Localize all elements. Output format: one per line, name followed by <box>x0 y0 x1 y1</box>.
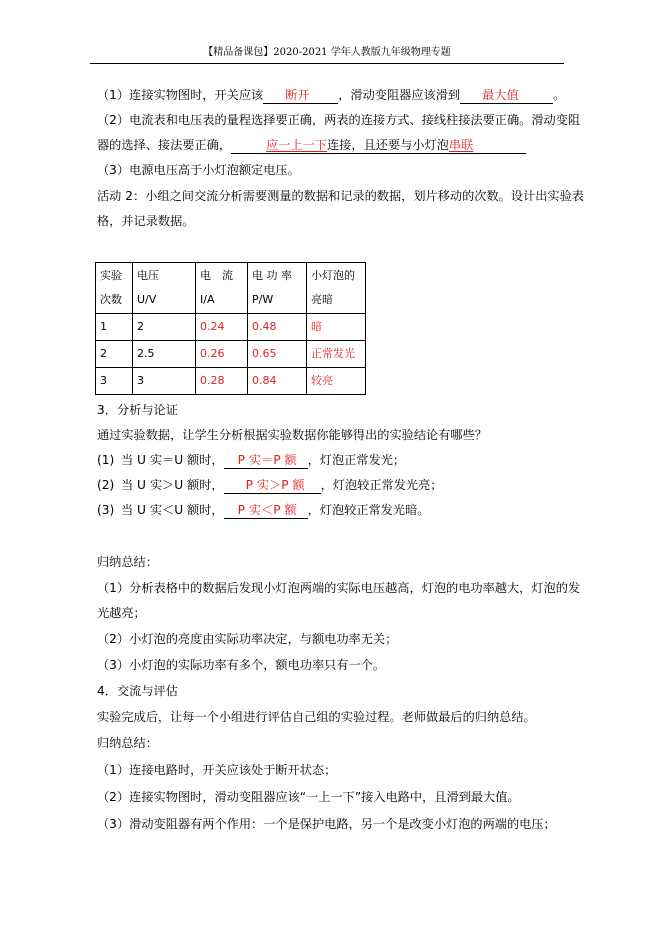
header-divider <box>90 63 564 64</box>
note-item-1-mid: ，滑动变阻器应该滑到 <box>338 88 461 102</box>
cell-brightness: 较亮 <box>307 368 366 395</box>
note-item-2-line1: （2）电流表和电压表的量程选择要正确，两表的连接方式、接线柱接法要正确。滑动变阻 <box>97 113 581 127</box>
page-header: 【精品备课包】2020-2021 学年人教版九年级物理专题 <box>203 47 451 58</box>
section4-intro: 实验完成后，让每一个小组进行评估自己组的实验过程。老师做最后的归纳总结。 <box>97 710 536 724</box>
note-item-1 <box>97 87 565 104</box>
conclusion-item <box>97 477 442 494</box>
table-header-row <box>96 263 366 314</box>
conclusion-answer: P 实＞P 额 <box>224 478 321 494</box>
header-cell: 电压 U/V <box>133 263 196 314</box>
summary1-line1a: （1）分析表格中的数据后发现小灯泡两端的实际电压越高，灯泡的电功率越大，灯泡的发 <box>97 581 581 595</box>
summary2-line1: （1）连接电路时，开关应该处于断开状态； <box>97 763 337 777</box>
cell-power: 0.48 <box>248 314 307 341</box>
data-table <box>95 262 366 395</box>
summary1-line1b: 光越亮； <box>97 606 146 620</box>
conclusion-item <box>97 502 429 519</box>
section3-intro: 通过实验数据，让学生分析根据实验数据你能够得出的实验结论有哪些？ <box>97 428 487 442</box>
conclusion-answer: P 实＜P 额 <box>224 503 308 519</box>
cell-voltage: 2.5 <box>133 341 196 368</box>
conclusion-result: ，灯泡较正常发光亮； <box>320 478 443 492</box>
table-row <box>96 368 366 395</box>
note-item-2-line2-prefix: 器的选择、接法要正确， <box>97 138 232 152</box>
conclusion-condition: 当 U 实＝U 额时， <box>121 453 224 467</box>
activity2-line1: 活动 2：小组之间交流分析需要测量的数据和记录的数据，划片移动的次数。设计出实验表 <box>97 189 584 203</box>
cell-power: 0.65 <box>248 341 307 368</box>
cell-brightness: 暗 <box>307 314 366 341</box>
summary2-line3: （3）滑动变阻器有两个作用：一个是保护电路，另一个是改变小灯泡的两端的电压； <box>97 817 556 831</box>
answer-blank-1: 断开 <box>263 88 338 104</box>
summary2-line2: （2）连接实物图时，滑动变阻器应该“一上一下”接入电路中，且滑到最大值。 <box>97 790 520 804</box>
cell-trial: 3 <box>96 368 133 395</box>
summary1-title: 归纳总结： <box>97 555 158 569</box>
cell-trial: 2 <box>96 341 133 368</box>
answer-series: 串联 <box>448 138 474 152</box>
answer-blank-2: 最大值 <box>460 88 553 104</box>
section4-title: 4．交流与评估 <box>97 684 178 698</box>
cell-current: 0.24 <box>196 314 248 341</box>
activity2-line2: 格，并记录数据。 <box>97 214 195 228</box>
cell-voltage: 3 <box>133 368 196 395</box>
cell-power: 0.84 <box>248 368 307 395</box>
summary2-title: 归纳总结： <box>97 736 158 750</box>
header-cell: 电 流 I/A <box>196 263 248 314</box>
note-item-1-suffix: 。 <box>553 88 566 102</box>
note-item-2-line2 <box>97 137 526 154</box>
conclusion-num: (1) <box>97 453 115 467</box>
conclusion-result: ，灯泡正常发光； <box>307 453 406 467</box>
conclusion-num: (2) <box>97 478 115 492</box>
summary1-line2: （2）小灯泡的亮度由实际功率决定，与额电功率无关； <box>97 632 398 646</box>
cell-current: 0.26 <box>196 341 248 368</box>
section3-title: 3．分析与论证 <box>97 403 178 417</box>
header-cell: 小灯泡的 亮暗 <box>307 263 366 314</box>
table-row <box>96 314 366 341</box>
cell-brightness: 正常发光 <box>307 341 366 368</box>
answer-connection: 应一上一下 <box>266 138 327 152</box>
header-cell: 电 功 率 P/W <box>248 263 307 314</box>
note-item-2-mid: 连接，且还要与小灯泡 <box>327 138 449 152</box>
cell-current: 0.28 <box>196 368 248 395</box>
answer-blank-3 <box>231 138 526 154</box>
header-cell: 实验 次数 <box>96 263 133 314</box>
conclusion-condition: 当 U 实＜U 额时， <box>121 503 224 517</box>
table-row <box>96 341 366 368</box>
conclusion-condition: 当 U 实＞U 额时， <box>121 478 224 492</box>
conclusion-item <box>97 452 405 469</box>
cell-trial: 1 <box>96 314 133 341</box>
conclusion-answer: P 实＝P 额 <box>224 453 308 469</box>
note-item-3: （3）电源电压高于小灯泡额定电压。 <box>97 163 300 177</box>
conclusion-num: (3) <box>97 503 115 517</box>
conclusion-result: ，灯泡较正常发光暗。 <box>307 503 430 517</box>
summary1-line3: （3）小灯泡的实际功率有多个，额电功率只有一个。 <box>97 658 386 672</box>
note-item-1-prefix: （1）连接实物图时，开关应该 <box>97 88 264 102</box>
cell-voltage: 2 <box>133 314 196 341</box>
